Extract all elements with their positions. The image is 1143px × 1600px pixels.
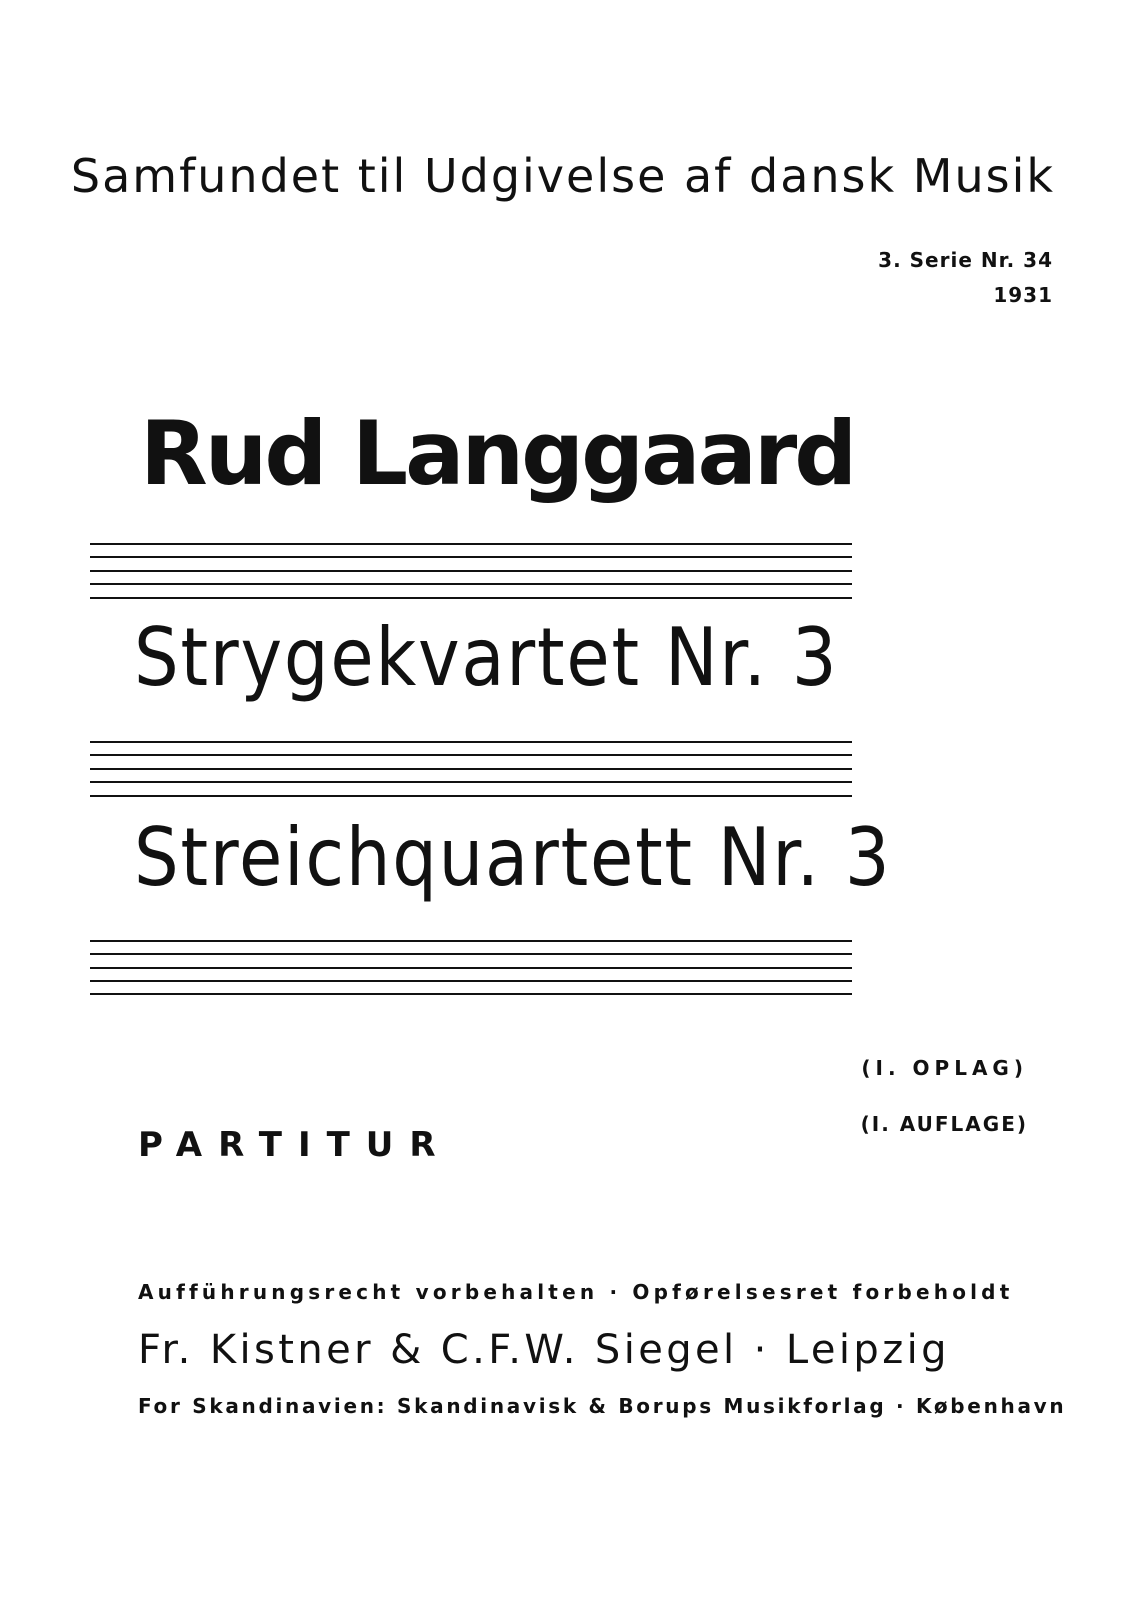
performance-rights: Aufführungsrecht vorbehalten · Opførelsesret forbeholdt	[138, 1280, 1014, 1304]
publication-year: 1931	[993, 283, 1053, 307]
series-number: 3. Serie Nr. 34	[878, 248, 1053, 272]
title-german: Streichquartett Nr. 3	[134, 811, 892, 904]
society-name: Samfundet til Udgivelse af dansk Musik	[70, 149, 1055, 203]
edition-german: (I. AUFLAGE)	[860, 1112, 1028, 1136]
staff-lines-middle	[90, 741, 852, 801]
edition-danish: (I. OPLAG)	[861, 1056, 1028, 1080]
composer-name: Rud Langgaard	[140, 402, 855, 505]
staff-lines-bottom	[90, 940, 852, 1000]
scandinavian-distributor: For Skandinavien: Skandinavisk & Borups Musikforlag · København	[138, 1394, 1067, 1418]
score-type: PARTITUR	[138, 1125, 452, 1165]
publisher: Fr. Kistner & C.F.W. Siegel · Leipzig	[138, 1327, 950, 1373]
title-danish: Strygekvartet Nr. 3	[134, 611, 839, 704]
staff-lines-top	[90, 543, 852, 603]
